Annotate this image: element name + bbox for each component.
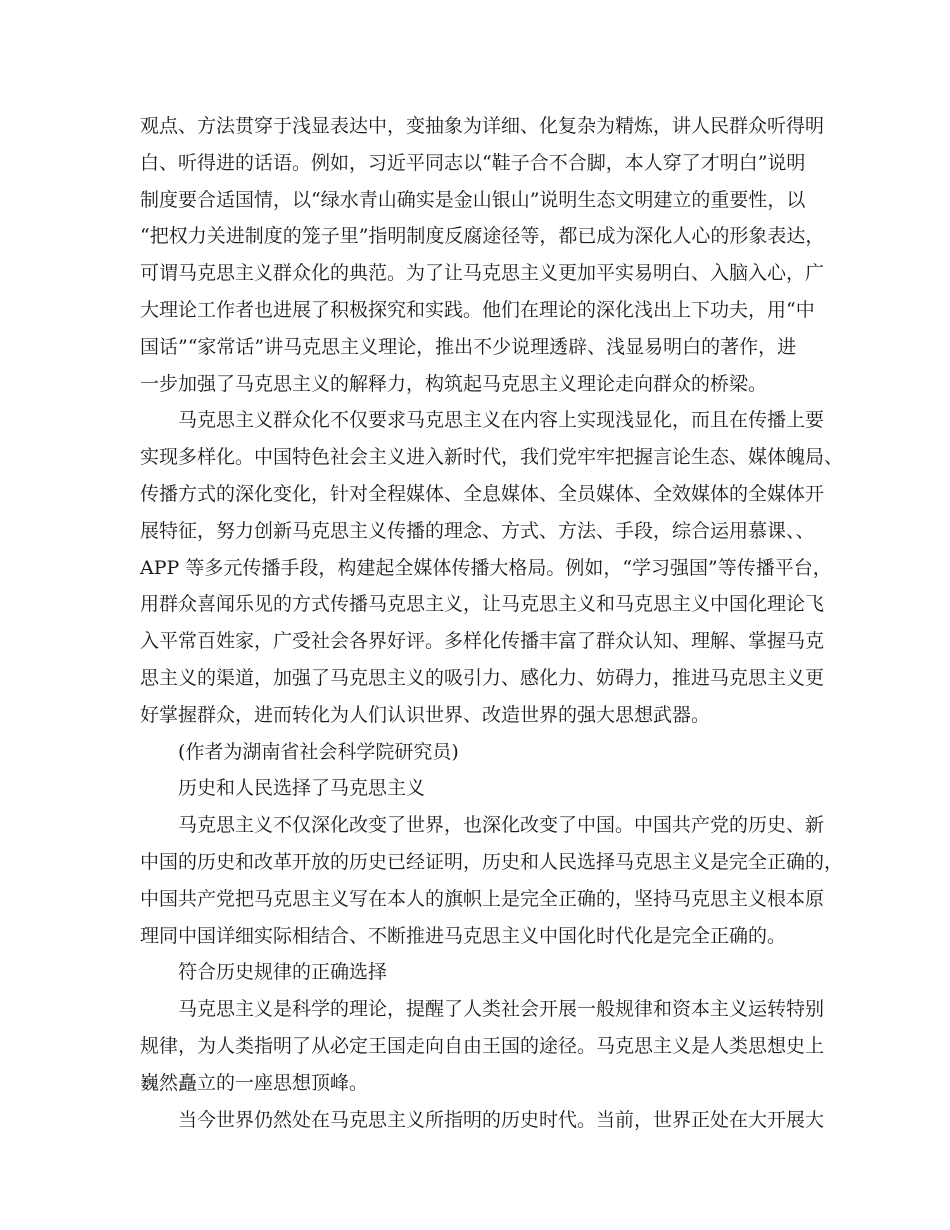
text-line: (作者为湖南省社会科学院研究员) — [178, 740, 459, 763]
text-line: 符合历史规律的正确选择 — [178, 961, 388, 984]
text-line: 马克思主义是科学的理论，提醒了人类社会开展一般规律和资本主义运转特别 — [178, 998, 825, 1021]
text-line: 历史和人民选择了马克思主义 — [178, 777, 426, 800]
text-line: 巍然矗立的一座思想顶峰。 — [140, 1071, 369, 1094]
text-line: 马克思主义群众化不仅要求马克思主义在内容上实现浅显化，而且在传播上要 — [178, 409, 825, 432]
text-line: APP 等多元传播手段，构建起全媒体传播大格局。例如，“学习强国”等传播平台， — [140, 556, 832, 579]
text-line: 观点、方法贯穿于浅显表达中，变抽象为详细、化复杂为精炼，讲人民群众听得明 — [140, 115, 825, 137]
text-line: 一步加强了马克思主义的解释力，构筑起马克思主义理论走向群众的桥梁。 — [140, 372, 768, 395]
text-line: 大理论工作者也进展了积极探究和实践。他们在理论的深化浅出上下功夫，用“中 — [140, 298, 815, 321]
text-line: 可谓马克思主义群众化的典范。为了让马克思主义更加平实易明白、入脑入心，广 — [140, 262, 825, 285]
text-line: 入平常百姓家，广受社会各界好评。多样化传播丰富了群众认知、理解、掌握马克 — [140, 630, 825, 653]
text-line: 传播方式的深化变化，针对全程媒体、全息媒体、全员媒体、全效媒体的全媒体开 — [140, 482, 825, 505]
text-line: 理同中国详细实际相结合、不断推进马克思主义中国化时代化是完全正确的。 — [140, 924, 787, 947]
text-line: 思主义的渠道，加强了马克思主义的吸引力、感化力、妨碍力，推进马克思主义更 — [140, 666, 825, 689]
text-line: 中国的历史和改革开放的历史已经证明，历史和人民选择马克思主义是完全正确的， — [140, 850, 844, 873]
text-line: “把权力关进制度的笼子里”指明制度反腐途径等，都已成为深化人心的形象表达， — [140, 225, 825, 248]
text-line: 中国共产党把马克思主义写在本人的旗帜上是完全正确的，坚持马克思主义根本原 — [140, 887, 825, 910]
text-line: 用群众喜闻乐见的方式传播马克思主义，让马克思主义和马克思主义中国化理论飞 — [140, 593, 825, 616]
text-line: 国话”“家常话”讲马克思主义理论，推出不少说理透辟、浅显易明白的著作，进 — [140, 335, 797, 358]
text-line: 白、听得进的话语。例如，习近平同志以“鞋子合不合脚，本人穿了才明白”说明 — [140, 151, 806, 174]
text-line: 好掌握群众，进而转化为人们认识世界、改造世界的强大思想武器。 — [140, 703, 711, 726]
text-line: 制度要合适国情，以“绿水青山确实是金山银山”说明生态文明建立的重要性，以 — [140, 188, 806, 211]
body-text — [140, 108, 844, 1138]
text-line: 当今世界仍然处在马克思主义所指明的历史时代。当前，世界正处在大开展大 — [178, 1108, 825, 1131]
text-line: 展特征，努力创新马克思主义传播的理念、方式、方法、手段，综合运用慕课、、 — [140, 519, 815, 542]
text-line: 马克思主义不仅深化改变了世界，也深化改变了中国。中国共产党的历史、新 — [178, 814, 825, 837]
text-line: 规律，为人类指明了从必定王国走向自由王国的途径。马克思主义是人类思想史上 — [140, 1034, 825, 1057]
text-line: 实现多样化。中国特色社会主义进入新时代，我们党牢牢把握言论生态、媒体魄局、 — [140, 446, 844, 469]
